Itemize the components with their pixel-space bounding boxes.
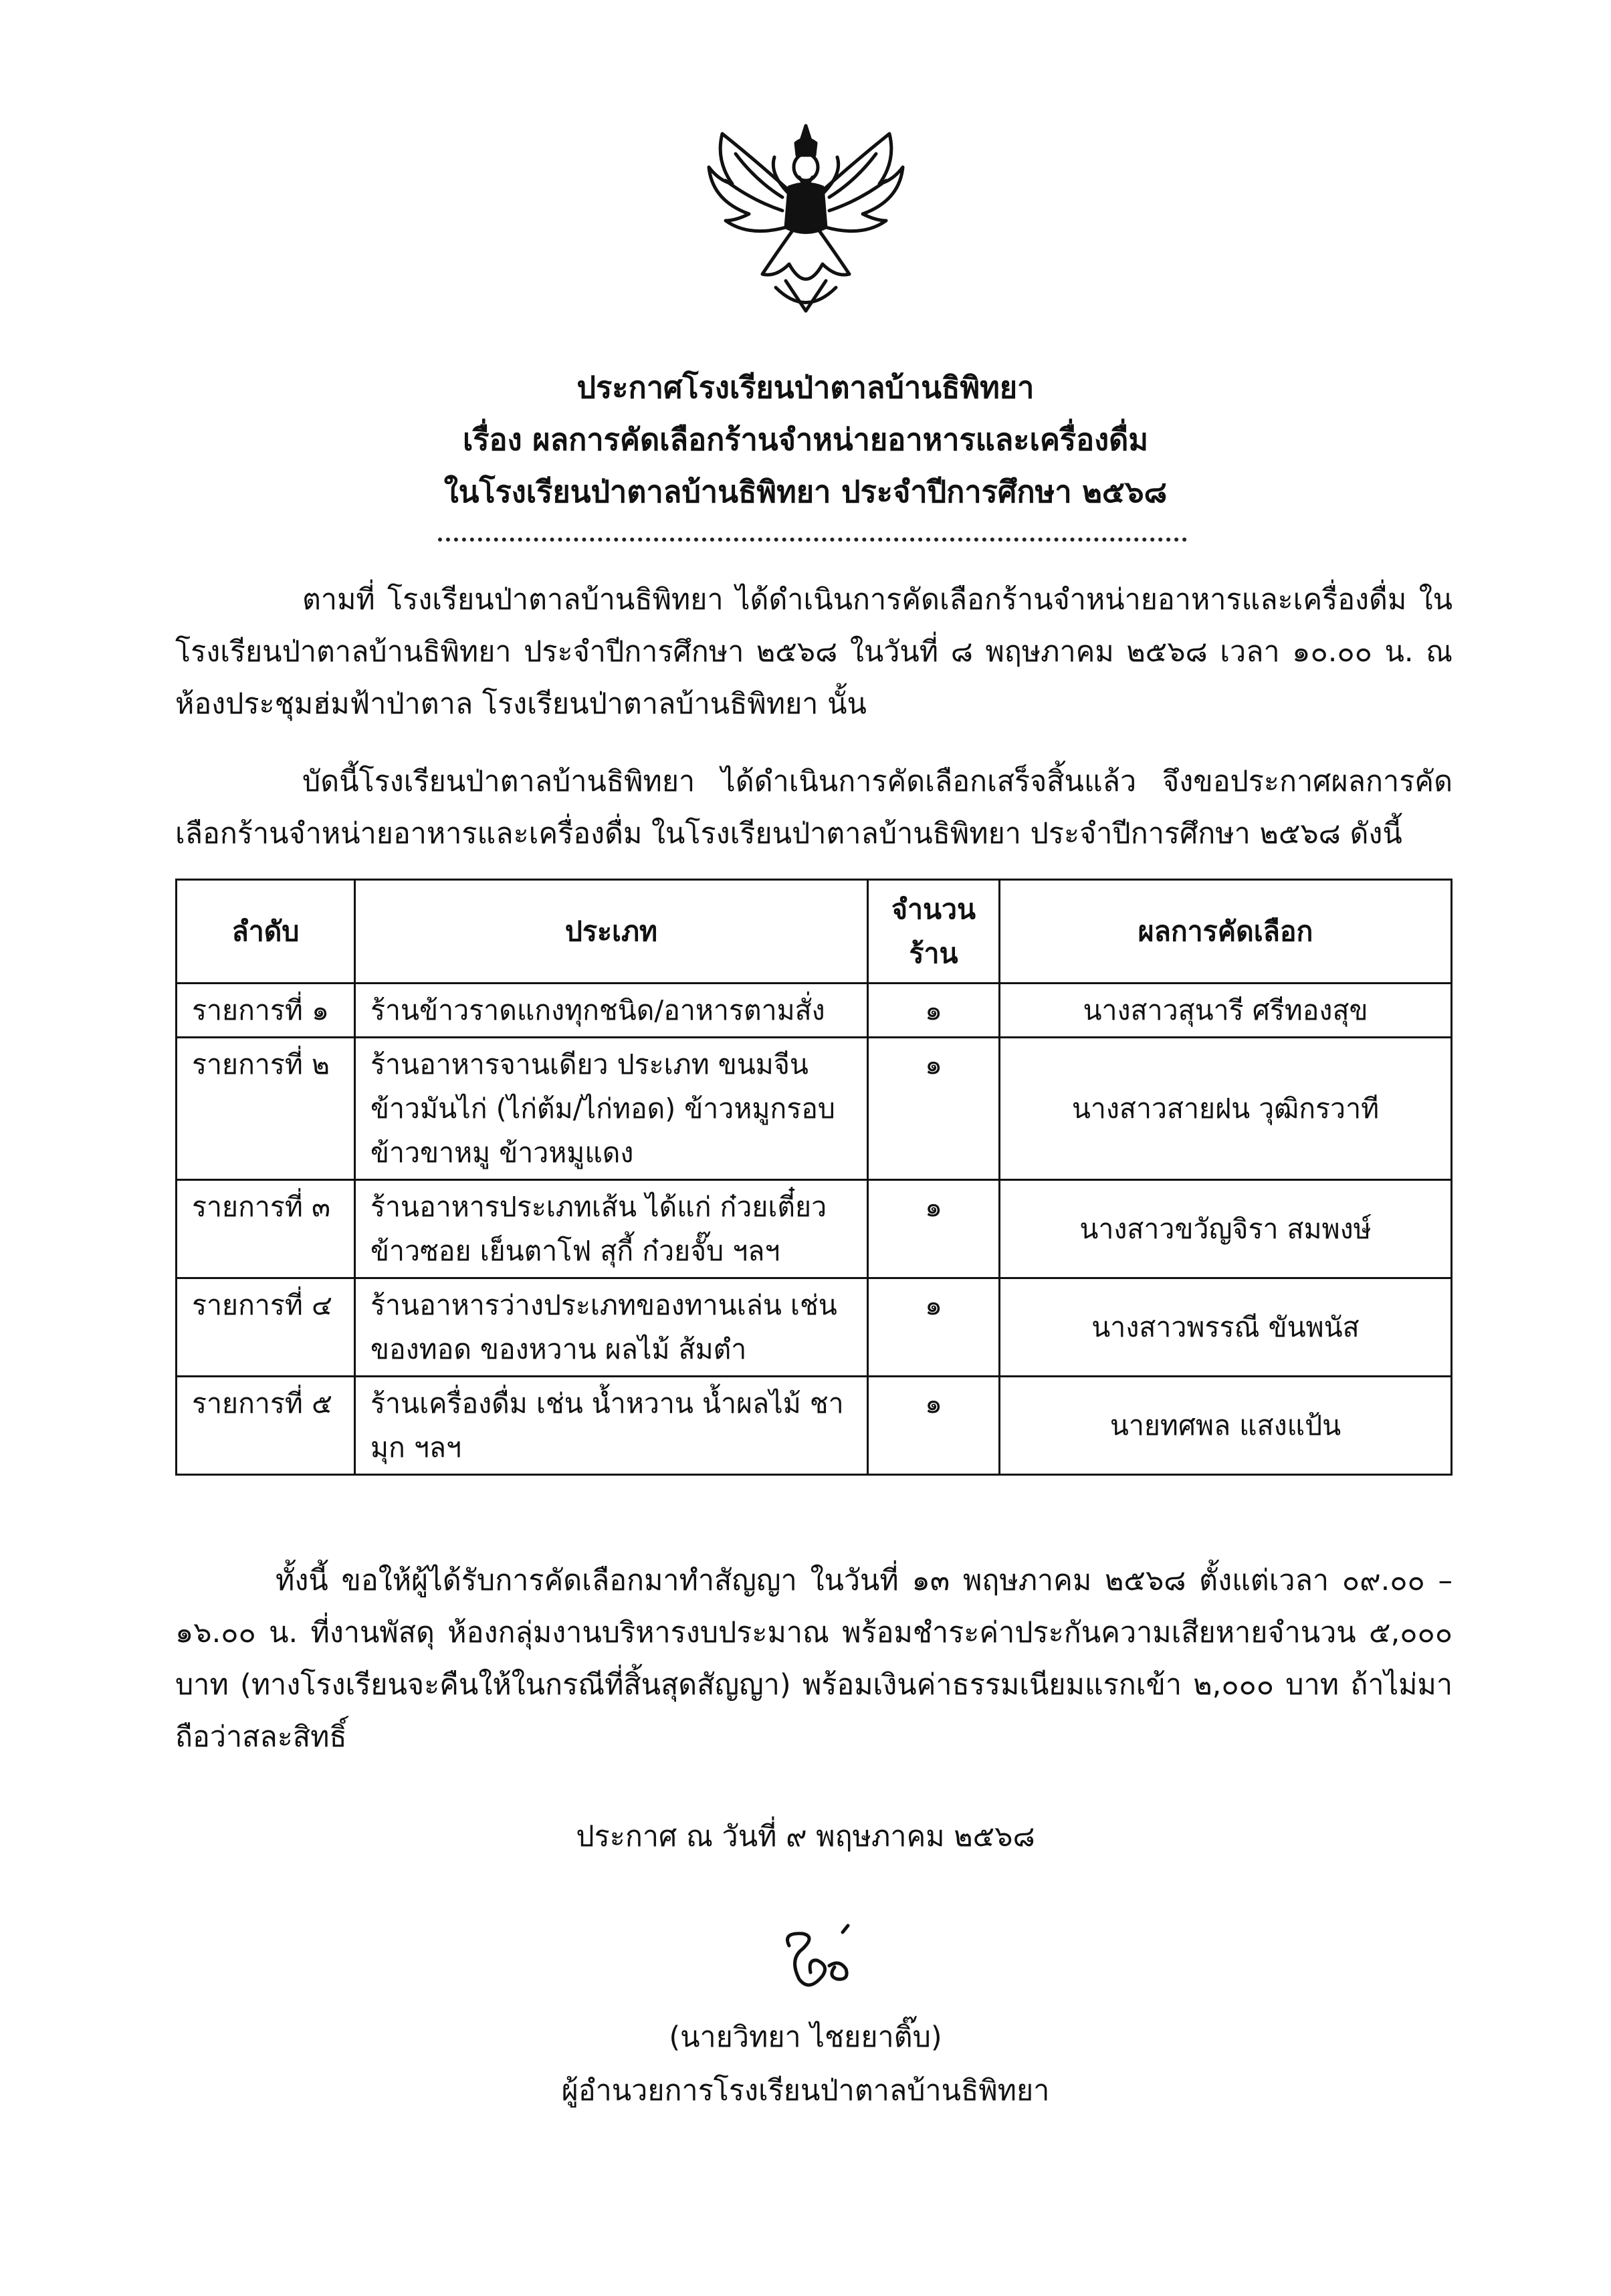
row-type: ร้านอาหารประเภทเส้น ได้แก่ ก๋วยเตี๋ยว ข้าวซอย เย็นตาโฟ สุกี้ ก๋วยจั๊บ ฯลฯ	[355, 1180, 868, 1278]
signer-title: ผู้อำนวยการโรงเรียนป่าตาลบ้านธิพิทยา	[561, 2074, 1050, 2107]
header-order: ลำดับ	[177, 880, 355, 984]
table-row	[177, 1377, 1452, 1475]
row-result: นางสาวขวัญจิรา สมพงษ์	[1000, 1180, 1452, 1278]
results-table	[175, 879, 1453, 1476]
row-count: ๑	[868, 1278, 1000, 1377]
row-count: ๑	[868, 1180, 1000, 1278]
intro-paragraph: ตามที่ โรงเรียนป่าตาลบ้านธิพิทยา ได้ดำเนินการคัดเลือกร้านจำหน่ายอาหารและเครื่องดื่ม ในโรงเรียนป่าตาลบ้านธิพิทยา ประจำปีการศึกษา ๒๕๖๘ ในวันที่ ๘ พฤษภาคม ๒๕๖๘ เวลา ๑๐.๐๐ น. ณ ห้องประชุมฮ่มฟ้าป่าตาล โรงเรียนป่าตาลบ้านธิพิทยา นั้น	[175, 583, 1453, 721]
row-type: ร้านอาหารว่างประเภทของทานเล่น เช่น ของทอด ของหวาน ผลไม้ ส้มตำ	[355, 1278, 868, 1377]
dotted-divider	[438, 528, 1187, 542]
table-row	[177, 984, 1452, 1038]
row-result: นางสาวสุนารี ศรีทองสุข	[1000, 984, 1452, 1038]
row-count: ๑	[868, 1038, 1000, 1180]
row-result: นางสาวสายฝน วุฒิกรวาที	[1000, 1038, 1452, 1180]
row-order: รายการที่ ๒	[177, 1038, 355, 1180]
table-row	[177, 1180, 1452, 1278]
table-row	[177, 1278, 1452, 1377]
announce-date: ประกาศ ณ วันที่ ๙ พฤษภาคม ๒๕๖๘	[576, 1820, 1035, 1853]
row-result: นายทศพล แสงแป้น	[1000, 1377, 1452, 1475]
signature-icon	[762, 1919, 869, 1999]
row-order: รายการที่ ๔	[177, 1278, 355, 1377]
announcement-subject: เรื่อง ผลการคัดเลือกร้านจำหน่ายอาหารและเครื่องดื่ม	[463, 422, 1148, 457]
row-count: ๑	[868, 984, 1000, 1038]
row-type: ร้านข้าวราดแกงทุกชนิด/อาหารตามสั่ง	[355, 984, 868, 1038]
announcement-title: ประกาศโรงเรียนป่าตาลบ้านธิพิทยา	[576, 370, 1035, 405]
table-row	[177, 1038, 1452, 1180]
row-result: นางสาวพรรณี ขันพนัส	[1000, 1278, 1452, 1377]
signer-name: (นายวิทยา ไชยยาติ๊บ)	[669, 2021, 942, 2054]
result-intro-paragraph: บัดนี้โรงเรียนป่าตาลบ้านธิพิทยา ได้ดำเนินการคัดเลือกเสร็จสิ้นแล้ว จึงขอประกาศผลการคัดเลือกร้านจำหน่ายอาหารและเครื่องดื่ม ในโรงเรียนป่าตาลบ้านธิพิทยา ประจำปีการศึกษา ๒๕๖๘ ดังนี้	[175, 765, 1453, 850]
header-type: ประเภท	[355, 880, 868, 984]
header-count: จำนวนร้าน	[868, 880, 1000, 984]
row-type: ร้านอาหารจานเดียว ประเภท ขนมจีน ข้าวมันไก่ (ไก่ต้ม/ไก่ทอด) ข้าวหมูกรอบ ข้าวขาหมู ข้าวหมูแดง	[355, 1038, 868, 1180]
row-order: รายการที่ ๓	[177, 1180, 355, 1278]
row-order: รายการที่ ๑	[177, 984, 355, 1038]
row-type: ร้านเครื่องดื่ม เช่น น้ำหวาน น้ำผลไม้ ชามุก ฯลฯ	[355, 1377, 868, 1475]
announcement-scope: ในโรงเรียนป่าตาลบ้านธิพิทยา ประจำปีการศึกษา ๒๕๖๘	[443, 474, 1168, 509]
table-header-row	[177, 880, 1452, 984]
header-result: ผลการคัดเลือก	[1000, 880, 1452, 984]
row-order: รายการที่ ๕	[177, 1377, 355, 1475]
garuda-emblem-icon	[695, 120, 916, 321]
contract-paragraph: ทั้งนี้ ขอให้ผู้ได้รับการคัดเลือกมาทำสัญญา ในวันที่ ๑๓ พฤษภาคม ๒๕๖๘ ตั้งแต่เวลา ๐๙.๐๐ – ๑๖.๐๐ น. ที่งานพัสดุ ห้องกลุ่มงานบริหารงบประมาณ พร้อมชำระค่าประกันความเสียหายจำนวน ๕,๐๐๐ บาท (ทางโรงเรียนจะคืนให้ในกรณีที่สิ้นสุดสัญญา) พร้อมเงินค่าธรรมเนียมแรกเข้า ๒,๐๐๐ บาท ถ้าไม่มาถือว่าสละสิทธิ์	[175, 1564, 1453, 1754]
row-count: ๑	[868, 1377, 1000, 1475]
